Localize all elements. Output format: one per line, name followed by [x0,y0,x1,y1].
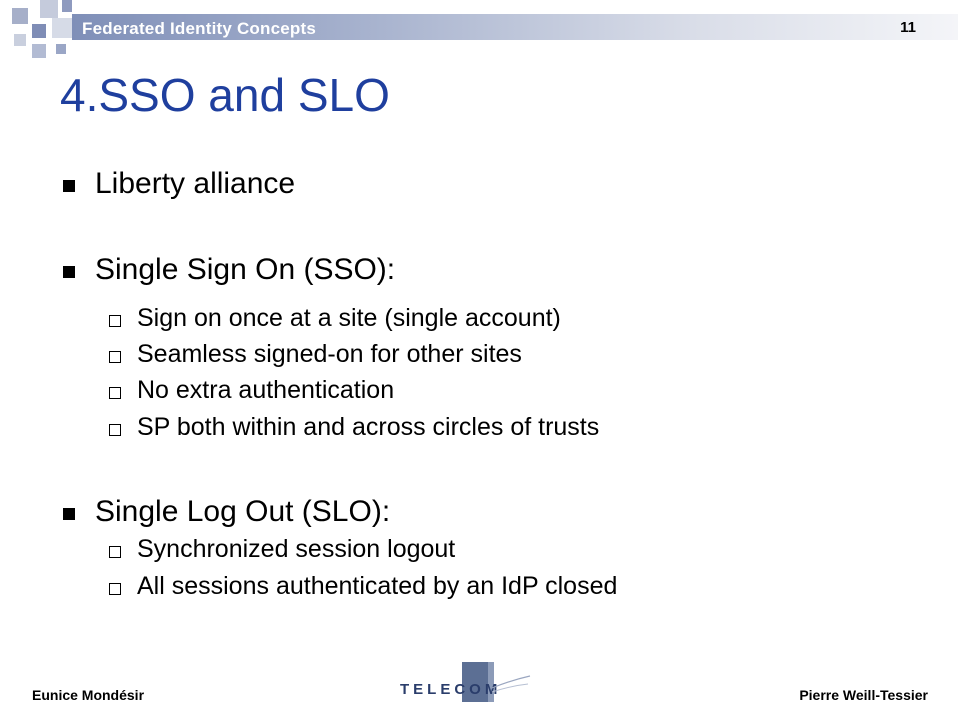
sub-bullet-box-icon [109,546,121,558]
svg-text:TELECOM: TELECOM [400,681,502,698]
decor-square [52,18,72,38]
sub-bullet-box-icon [109,424,121,436]
bullet-square-icon [63,508,75,520]
sub-bullet-item: Synchronized session logout [137,535,456,563]
decor-square [32,44,46,58]
decor-square [12,8,28,24]
header-title: Federated Identity Concepts [82,19,316,38]
bullet-item: Liberty alliance [95,167,296,200]
decor-square [62,0,72,12]
sub-bullet-item: Seamless signed-on for other sites [137,340,522,368]
sub-bullet-box-icon [109,583,121,595]
page-title: 4.SSO and SLO [60,69,390,121]
sub-bullet-item: All sessions authenticated by an IdP closed [137,572,618,600]
footer-author-right: Pierre Weill-Tessier [799,687,928,703]
decor-square [32,24,46,38]
bullet-item: Single Sign On (SSO): [95,253,396,286]
bullet-square-icon [63,180,75,192]
decor-square [56,44,66,54]
bullet-item: Single Log Out (SLO): [95,495,391,528]
bullet-square-icon [63,266,75,278]
decor-square [14,34,26,46]
slide-number: 11 [900,19,916,36]
sub-bullet-box-icon [109,387,121,399]
footer-author-left: Eunice Mondésir [32,687,145,703]
telecom-logo [392,658,532,708]
sub-bullet-box-icon [109,351,121,363]
sub-bullet-item: No extra authentication [137,376,395,404]
sub-bullet-item: Sign on once at a site (single account) [137,304,561,332]
sub-bullet-item: SP both within and across circles of trusts [137,413,600,441]
decor-square [40,0,58,18]
sub-bullet-box-icon [109,315,121,327]
